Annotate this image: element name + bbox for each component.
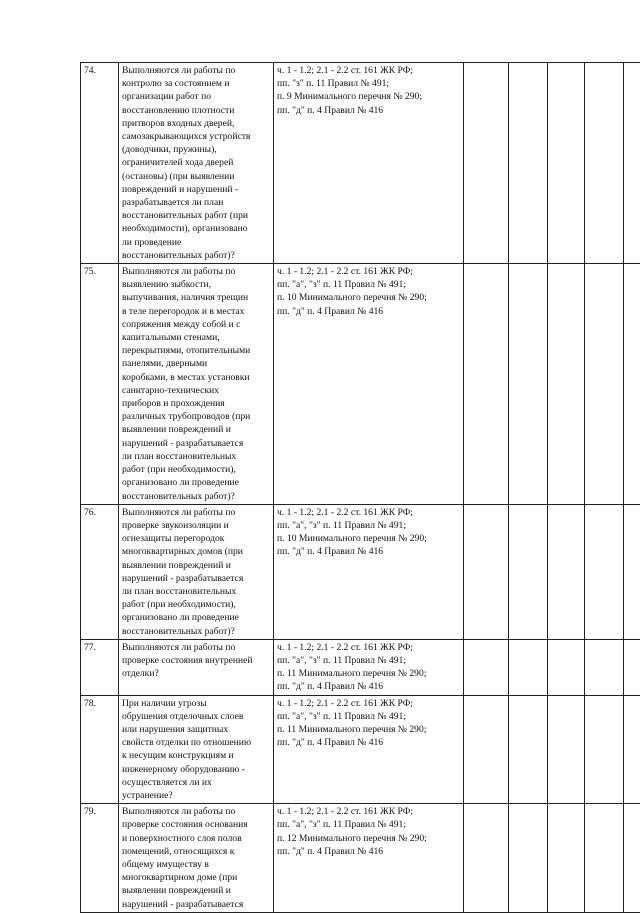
- answer-not-applicable-cell: [548, 639, 585, 695]
- answer-no-cell: [509, 804, 548, 913]
- question-cell: Выполняются ли работы по контролю за состоянием и организации работ по восстановлению плотности притворов входных дверей, самозакрывающихся устройств (доводчики, пружины), ограничителей хода дверей (остановы) (при выявлении повреждений и нарушений - разрабатывается ли план восстановительных работ (при необходимости), организовано ли проведение восстановительных работ)?: [119, 63, 274, 264]
- answer-yes-cell: [464, 63, 509, 264]
- answer-not-applicable-cell: [548, 504, 585, 639]
- answer-not-applicable-cell: [548, 264, 585, 505]
- answer-no-cell: [509, 504, 548, 639]
- checklist-table: [80, 62, 640, 913]
- table-row: [81, 63, 640, 264]
- legal-reference-cell: ч. 1 - 1.2; 2.1 - 2.2 ст. 161 ЖК РФ; пп. "а", "з" п. 11 Правил № 491; п. 10 Минимального перечня № 290; пп. "д" п. 4 Правил № 416: [274, 504, 464, 639]
- table-row: [81, 695, 640, 804]
- table-row: [81, 504, 640, 639]
- extra-cell: [624, 63, 640, 264]
- answer-not-applicable-cell: [548, 695, 585, 804]
- extra-cell: [624, 695, 640, 804]
- row-number: 77.: [81, 639, 119, 695]
- answer-no-cell: [509, 63, 548, 264]
- legal-reference-cell: ч. 1 - 1.2; 2.1 - 2.2 ст. 161 ЖК РФ; пп. "з" п. 11 Правил № 491; п. 9 Минимального перечня № 290; пп. "д" п. 4 Правил № 416: [274, 63, 464, 264]
- extra-cell: [624, 804, 640, 913]
- extra-cell: [624, 504, 640, 639]
- answer-no-cell: [509, 264, 548, 505]
- question-cell: Выполняются ли работы по проверке звукоизоляции и огнезащиты перегородок многоквартирных домов (при выявлении повреждений и нарушений - разрабатывается ли план восстановительных работ (при необходимости), организовано ли проведение восстановительных работ)?: [119, 504, 274, 639]
- row-number: 75.: [81, 264, 119, 505]
- legal-reference-cell: ч. 1 - 1.2; 2.1 - 2.2 ст. 161 ЖК РФ; пп. "а", "з" п. 11 Правил № 491; п. 10 Минимального перечня № 290; пп. "д" п. 4 Правил № 416: [274, 264, 464, 505]
- row-number: 74.: [81, 63, 119, 264]
- answer-yes-cell: [464, 804, 509, 913]
- remarks-cell: [585, 804, 624, 913]
- question-cell: Выполняются ли работы по проверке состояния основания и поверхностного слоя полов помещений, относящихся к общему имуществу в многоквартирном доме (при выявлении повреждений и нарушений - разрабатывается: [119, 804, 274, 913]
- question-cell: Выполняются ли работы по выявлению зыбкости, выпучивания, наличия трещин в теле перегородок и в местах сопряжения между собой и с капитальными стенами, перекрытиями, отопительными панелями, дверными коробками, в местах установки санитарно-технических приборов и прохождения различных трубопроводов (при выявлении повреждений и нарушений - разрабатывается ли план восстановительных работ (при необходимости), организовано ли проведение восстановительных работ)?: [119, 264, 274, 505]
- row-number: 78.: [81, 695, 119, 804]
- answer-yes-cell: [464, 264, 509, 505]
- extra-cell: [624, 639, 640, 695]
- row-number: 76.: [81, 504, 119, 639]
- remarks-cell: [585, 504, 624, 639]
- answer-not-applicable-cell: [548, 804, 585, 913]
- table-row: [81, 804, 640, 913]
- legal-reference-cell: ч. 1 - 1.2; 2.1 - 2.2 ст. 161 ЖК РФ; пп. "а", "з" п. 11 Правил № 491; п. 11 Минимального перечня № 290; пп. "д" п. 4 Правил № 416: [274, 695, 464, 804]
- row-number: 79.: [81, 804, 119, 913]
- answer-not-applicable-cell: [548, 63, 585, 264]
- answer-no-cell: [509, 639, 548, 695]
- question-cell: Выполняются ли работы по проверке состояния внутренней отделки?: [119, 639, 274, 695]
- answer-yes-cell: [464, 639, 509, 695]
- extra-cell: [624, 264, 640, 505]
- table-row: [81, 264, 640, 505]
- legal-reference-cell: ч. 1 - 1.2; 2.1 - 2.2 ст. 161 ЖК РФ; пп. "а", "з" п. 11 Правил № 491; п. 12 Минимального перечня № 290; пп. "д" п. 4 Правил № 416: [274, 804, 464, 913]
- answer-yes-cell: [464, 695, 509, 804]
- remarks-cell: [585, 264, 624, 505]
- remarks-cell: [585, 639, 624, 695]
- legal-reference-cell: ч. 1 - 1.2; 2.1 - 2.2 ст. 161 ЖК РФ; пп. "а", "з" п. 11 Правил № 491; п. 11 Минимального перечня № 290; пп. "д" п. 4 Правил № 416: [274, 639, 464, 695]
- remarks-cell: [585, 63, 624, 264]
- answer-yes-cell: [464, 504, 509, 639]
- table-row: [81, 639, 640, 695]
- remarks-cell: [585, 695, 624, 804]
- answer-no-cell: [509, 695, 548, 804]
- question-cell: При наличии угрозы обрушения отделочных слоев или нарушения защитных свойств отделки по отношению к несущим конструкциям и инженерному оборудованию - осуществляется ли их устранение?: [119, 695, 274, 804]
